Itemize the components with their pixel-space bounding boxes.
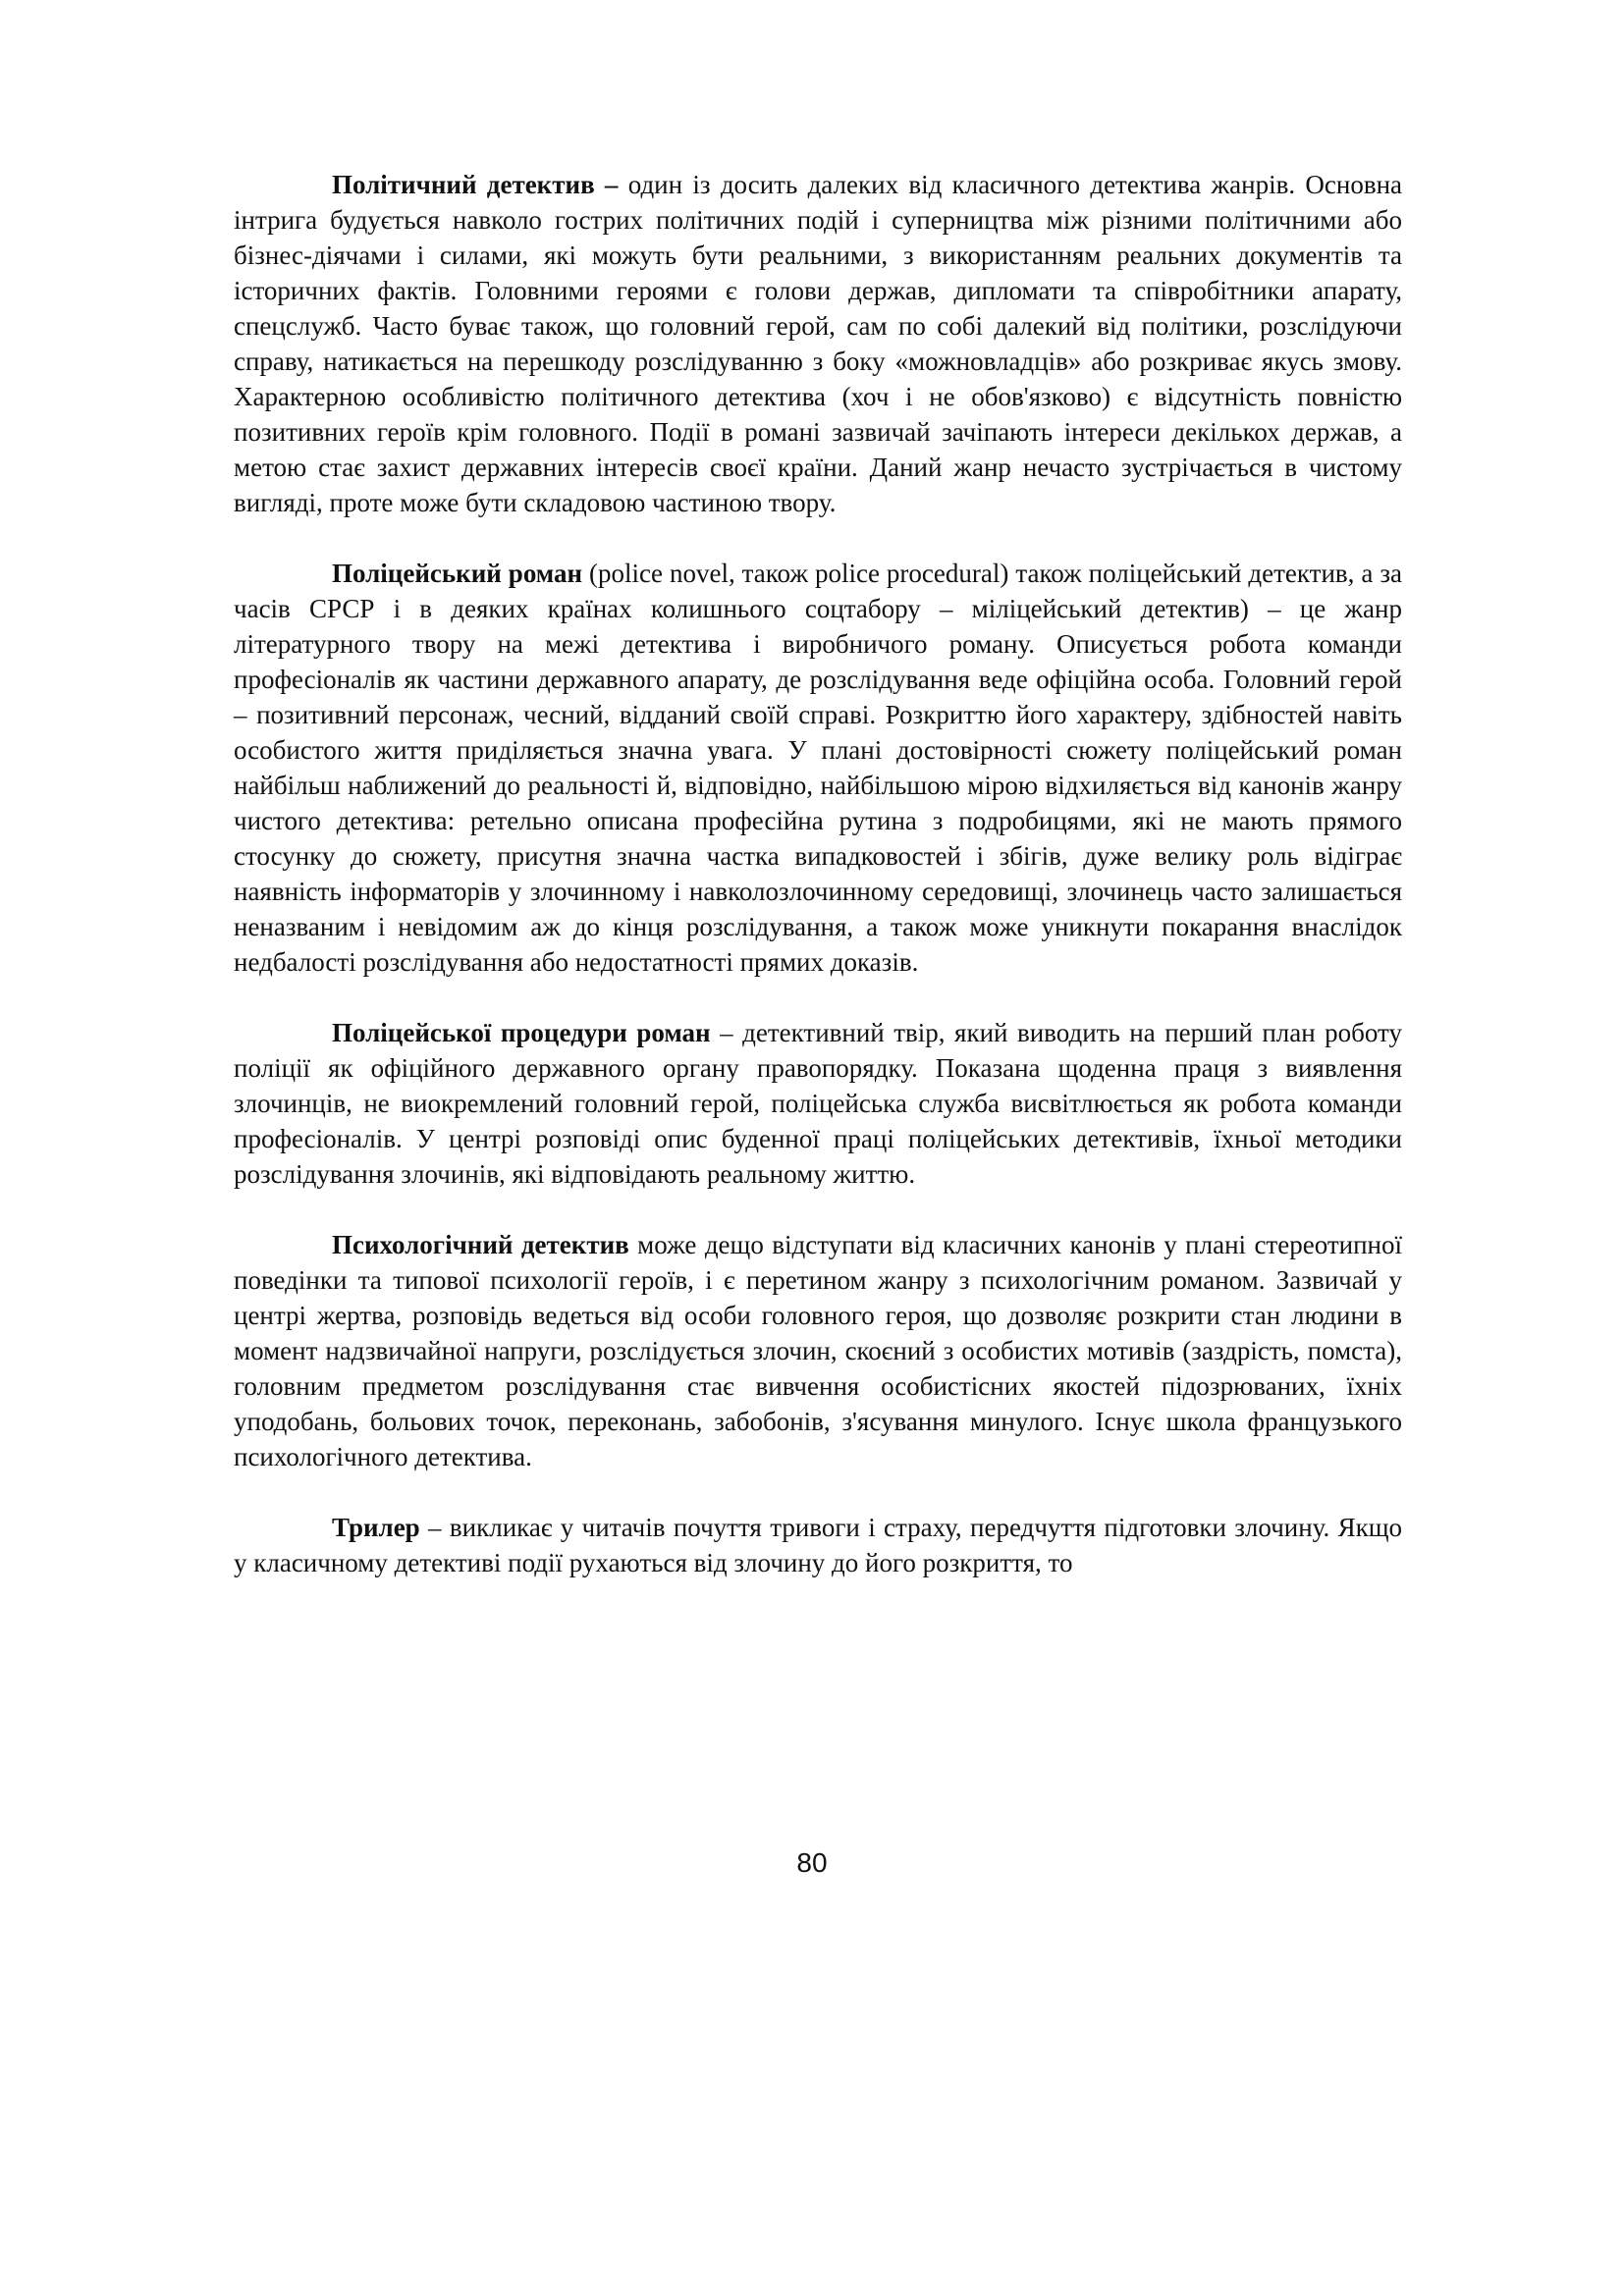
term-heading: Поліцейської процедури роман: [332, 1018, 711, 1047]
paragraph-police-novel: [234, 556, 1402, 980]
paragraph-police-procedure-novel: [234, 1015, 1402, 1192]
paragraph-text: – викликає у читачів почуття тривоги і страху, передчуття підготовки злочину. Якщо у класичному детективі події рухаються від злочину до його розкриття, то: [234, 1513, 1402, 1577]
term-heading: Поліцейський роман: [332, 559, 583, 588]
page-body: [234, 167, 1402, 1616]
term-heading: Трилер: [332, 1513, 420, 1542]
paragraph-political-detective: [234, 167, 1402, 520]
page-number: 80: [796, 1847, 828, 1878]
paragraph-text: – детективний твір, який виводить на перший план роботу поліції як офіційного державного органу правопорядку. Показана щоденна праця з виявлення злочинців, не виокремлений головний герой, поліцейська служба висвітлюється як робота команди професіоналів. У центрі розповіді опис буденної праці поліцейських детективів, їхньої методики розслідування злочинів, які відповідають реальному життю.: [234, 1018, 1403, 1189]
term-heading: Психологічний детектив: [332, 1230, 629, 1259]
paragraph-text: (police novel, також police procedural) також поліцейський детектив, а за часів СРСР і в деяких країнах колишнього соцтабору – міліцейський детектив) – це жанр літературного твору на межі детектива і виробничого роману. Описується робота команди професіоналів як частини державного апарату, де розслідування веде офіційна особа. Головний герой – позитивний персонаж, чесний, відданий своїй справі. Розкриттю його характеру, здібностей навіть особистого життя приділяється значна увага. У плані достовірності сюжету поліцейський роман найбільш наближений до реальності й, відповідно, найбільшою мірою відхиляється від канонів жанру чистого детектива: ретельно описана професійна рутина з подробицями, які не мають прямого стосунку до сюжету, присутня значна частка випадковостей і збігів, дуже велику роль відіграє наявність інформаторів у злочинному і навколозлочинному середовищі, злочинець часто залишається неназваним і невідомим аж до кінця розслідування, а також може уникнути покарання внаслідок недбалості розслідування або недостатності прямих доказів.: [234, 559, 1402, 977]
term-heading: Політичний детектив –: [332, 170, 619, 199]
paragraph-text: один із досить далеких від класичного детектива жанрів. Основна інтрига будується навколо гострих політичних подій і суперництва між різними політичними або бізнес-діячами і силами, які можуть бути реальними, з використанням реальних документів та історичних фактів. Головними героями є голови держав, дипломати та співробітники апарату, спецслужб. Часто буває також, що головний герой, сам по собі далекий від політики, розслідуючи справу, натикається на перешкоду розслідуванню з боку «можновладців» або розкриває якусь змову. Характерною особливістю політичного детектива (хоч і не обов'язково) є відсутність повністю позитивних героїв крім головного. Події в романі зазвичай зачіпають інтереси декількох держав, а метою стає захист державних інтересів своєї країни. Даний жанр нечасто зустрічається в чистому вигляді, проте може бути складовою частиною твору.: [234, 170, 1403, 517]
paragraph-psychological-detective: [234, 1227, 1402, 1474]
paragraph-text: може дещо відступати від класичних канонів у плані стереотипної поведінки та типової психології героїв, і є перетином жанру з психологічним романом. Зазвичай у центрі жертва, розповідь ведеться від особи головного героя, що дозволяє розкрити стан людини в момент надзвичайної напруги, розслідується злочин, скоєний з особистих мотивів (заздрість, помста), головним предметом розслідування стає вивчення особистісних якостей підозрюваних, їхніх уподобань, больових точок, переконань, забобонів, з'ясування минулого. Існує школа французького психологічного детектива.: [234, 1230, 1402, 1471]
paragraph-thriller: [234, 1510, 1402, 1580]
